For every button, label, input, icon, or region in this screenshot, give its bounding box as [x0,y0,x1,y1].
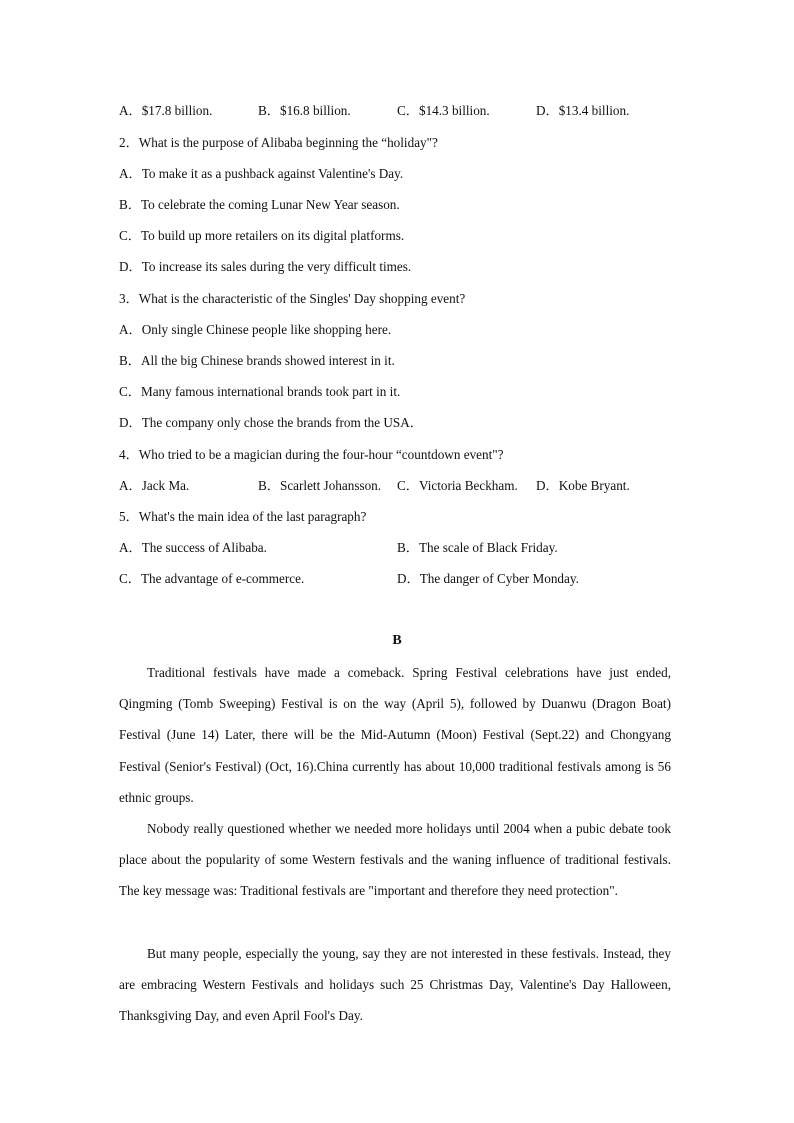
q4-option-c: C．Victoria Beckham. [397,478,518,493]
q3-option-b: B．All the big Chinese brands showed interest in it. [119,353,395,368]
q1-option-d: D．$13.4 billion. [536,103,630,118]
q5-option-a: A．The success of Alibaba. [119,540,267,555]
q3-option-a: A．Only single Chinese people like shopping here. [119,322,392,337]
paragraph-text: But many people, especially the young, say they are not interested in these festivals. Instead, they are embracing Western Festivals and holidays such 25 Christmas Day, Valentine's Day Halloween, Thanksgiving Day, and even April Fool's Day. [119,946,671,1024]
passage-paragraph-3 [119,938,671,1032]
paragraph-text: Nobody really questioned whether we needed more holidays until 2004 when a pubic debate took place about the popularity of some Western festivals and the waning influence of traditional festivals. The key message was: Traditional festivals are "important and therefore they need protection". [119,821,671,899]
q5-option-c: C．The advantage of e-commerce. [119,571,305,586]
q3-option-c: C．Many famous international brands took part in it. [119,384,401,399]
paragraph-text: Traditional festivals have made a comeback. Spring Festival celebrations have just ended, Qingming (Tomb Sweeping) Festival is on the way (April 5), followed by Duanwu (Dragon Boat) Festival (June 14) Later, there will be the Mid-Autumn (Moon) Festival (Sept.22) and Chongyang Festival (Senior's Festival) (Oct, 16).China currently has about 10,000 traditional festivals among is 56 ethnic groups. [119,665,671,805]
q1-option-c: C．$14.3 billion. [397,103,490,118]
passage-paragraph-2 [119,813,671,907]
q4-option-a: A．Jack Ma. [119,478,190,493]
q5-stem: 5．What's the main idea of the last paragraph? [119,509,367,524]
passage-paragraph-1 [119,657,671,813]
q2-option-b: B．To celebrate the coming Lunar New Year season. [119,197,400,212]
q2-option-d: D．To increase its sales during the very difficult times. [119,259,412,274]
section-heading: B [392,633,402,648]
q5-option-d: D．The danger of Cyber Monday. [397,571,579,586]
q5-option-b: B．The scale of Black Friday. [397,540,558,555]
q2-option-c: C．To build up more retailers on its digital platforms. [119,228,405,243]
q4-option-d: D．Kobe Bryant. [536,478,630,493]
q4-stem: 4．Who tried to be a magician during the four-hour “countdown event"? [119,447,504,462]
q1-option-a: A．$17.8 billion. [119,103,213,118]
q3-stem: 3．What is the characteristic of the Singles' Day shopping event? [119,291,466,306]
q1-option-b: B．$16.8 billion. [258,103,351,118]
q4-option-b: B．Scarlett Johansson. [258,478,382,493]
q3-option-d: D．The company only chose the brands from the USA． [119,415,423,430]
q2-option-a: A．To make it as a pushback against Valentine's Day. [119,166,404,181]
q2-stem: 2．What is the purpose of Alibaba beginning the “holiday"? [119,135,438,150]
